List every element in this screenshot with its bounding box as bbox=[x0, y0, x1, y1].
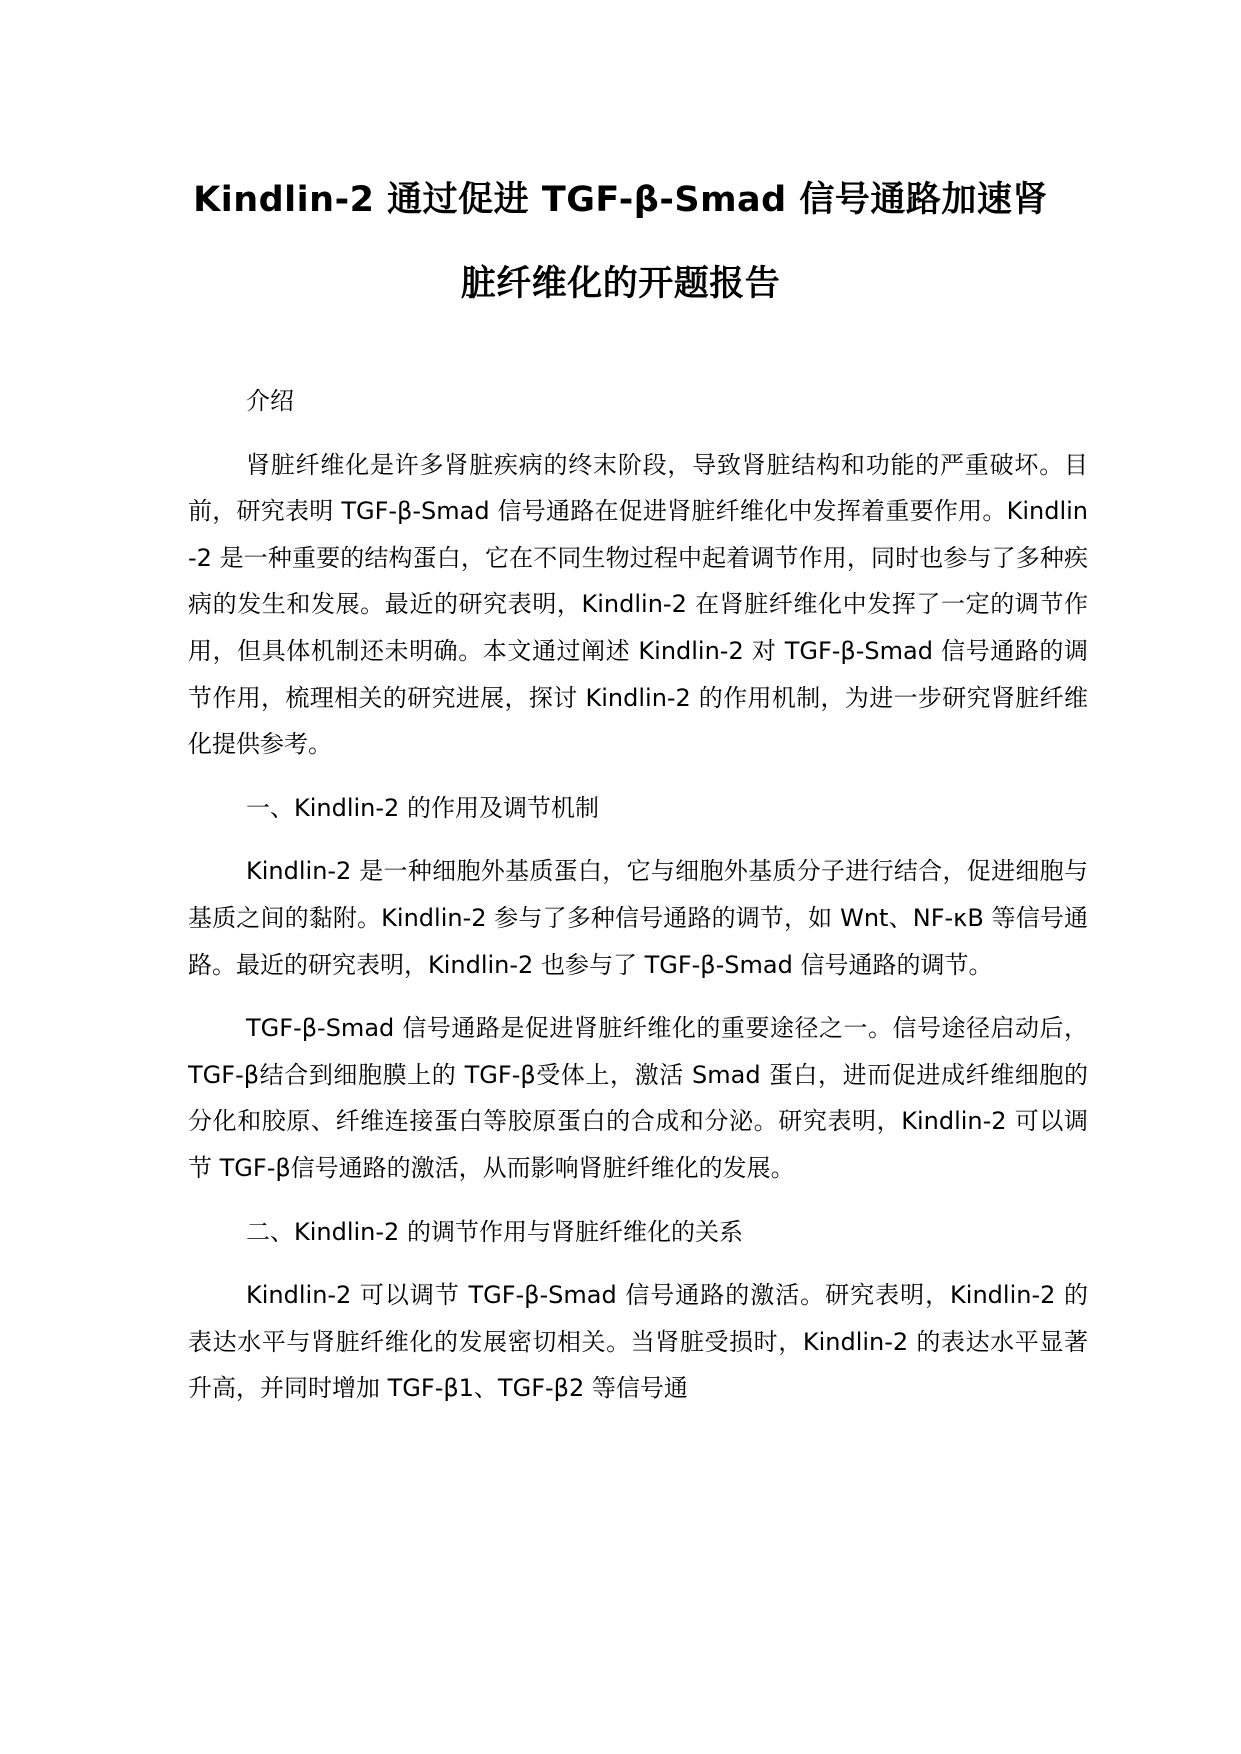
section-2-heading: 二、Kindlin-2 的调节作用与肾脏纤维化的关系 bbox=[246, 1217, 743, 1246]
intro-paragraph: 肾脏纤维化是许多肾脏疾病的终末阶段，导致肾脏结构和功能的严重破坏。目前，研究表明 TGF-β-Smad 信号通路在促进肾脏纤维化中发挥着重要作用。Kindlin-2 是一种重要的结构蛋白，它在不同生物过程中起着调节作用，同时也参与了多种疾病的发生和发展。最近的研究表明，Kindlin-2 在肾脏纤维化中发挥了一定的调节作用，但具体机制还未明确。本文通过阐述 Kindlin-2 对 TGF-β-Smad 信号通路的调节作用，梳理相关的研究进展，探讨 Kindlin-2 的作用机制，为进一步研究肾脏纤维化提供参考。 bbox=[188, 450, 1088, 759]
section-2-paragraph-1: Kindlin-2 可以调节 TGF-β-Smad 信号通路的激活。研究表明，Kindlin-2 的表达水平与肾脏纤维化的发展密切相关。当肾脏受损时，Kindlin-2 的表达水平显著升高，并同时增加 TGF-β1、TGF-β2 等信号通 bbox=[188, 1281, 1088, 1403]
section-1-heading: 一、Kindlin-2 的作用及调节机制 bbox=[246, 793, 599, 822]
document-body bbox=[188, 378, 1088, 1412]
document-title-line-1: Kindlin-2 通过促进 TGF-β-Smad 信号通路加速肾 bbox=[193, 180, 1048, 220]
section-1-paragraph-2: TGF-β-Smad 信号通路是促进肾脏纤维化的重要途径之一。信号途径启动后，TGF-β结合到细胞膜上的 TGF-β受体上，激活 Smad 蛋白，进而促进成纤维细胞的分化和胶原、纤维连接蛋白等胶原蛋白的合成和分泌。研究表明，Kindlin-2 可以调节 TGF-β信号通路的激活，从而影响肾脏纤维化的发展。 bbox=[188, 1014, 1088, 1182]
document-title-line-2: 脏纤维化的开题报告 bbox=[460, 264, 781, 304]
section-1-paragraph-1: Kindlin-2 是一种细胞外基质蛋白，它与细胞外基质分子进行结合，促进细胞与基质之间的黏附。Kindlin-2 参与了多种信号通路的调节，如 Wnt、NF-κB 等信号通路。最近的研究表明，Kindlin-2 也参与了 TGF-β-Smad 信号通路的调节。 bbox=[188, 857, 1088, 979]
intro-heading: 介绍 bbox=[246, 387, 294, 415]
